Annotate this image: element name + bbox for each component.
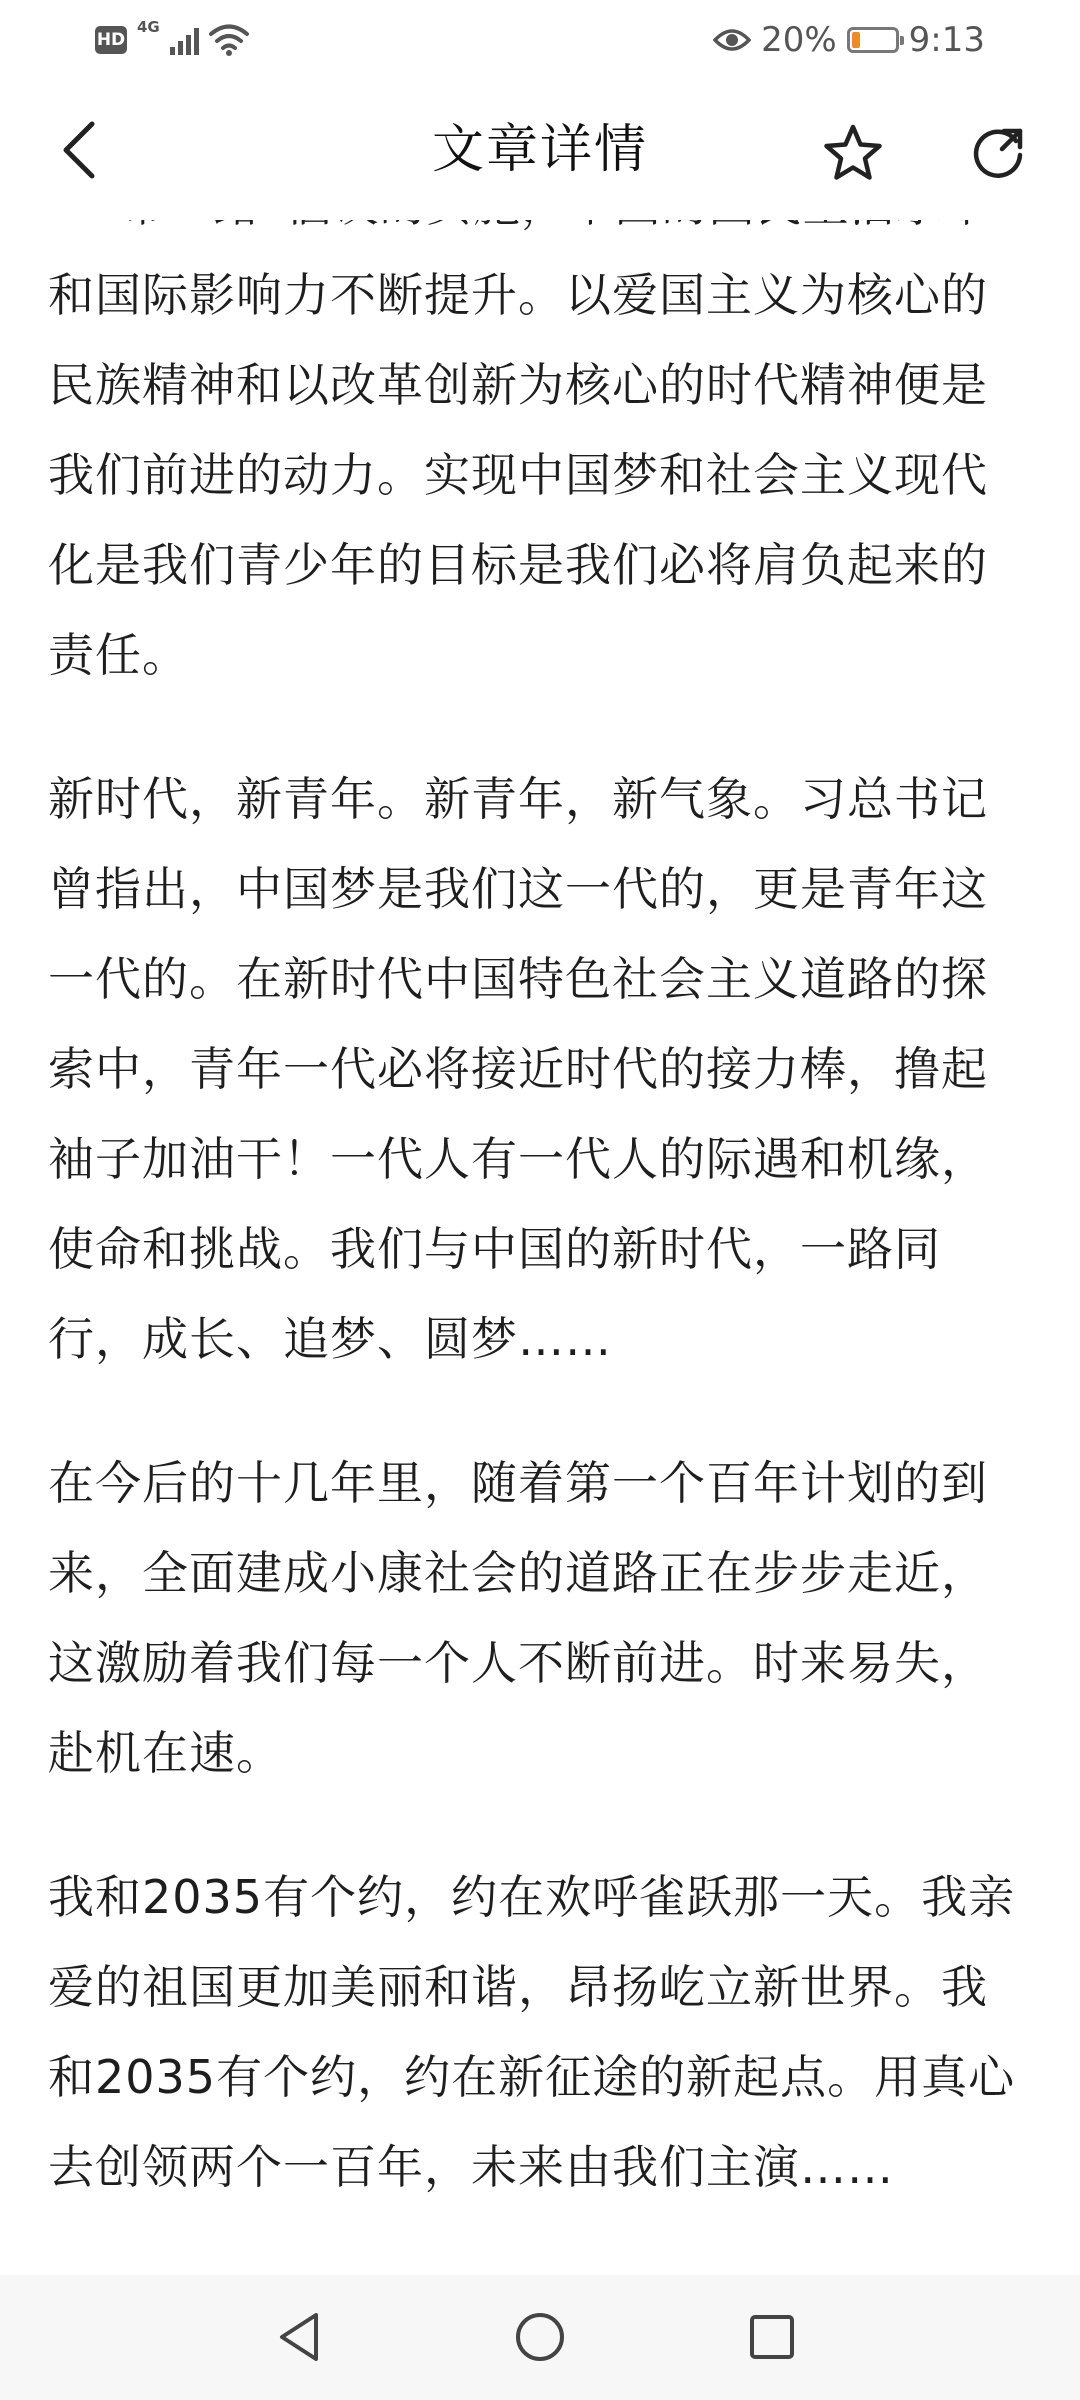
nav-home-button[interactable] <box>510 2307 570 2367</box>
eye-icon <box>713 26 751 54</box>
article-paragraph: 我和2035有个约，约在欢呼雀跃那一天。我亲爱的祖国更加美丽和谐，昂扬屹立新世界。我和2035有个约，约在新征途的新起点。用真心去创领两个一百年，未来由我们主演…… <box>48 1870 1016 2194</box>
battery-icon <box>847 27 899 53</box>
article-paragraph: 新时代，新青年。新青年，新气象。习总书记曾指出，中国梦是我们这一代的，更是青年这一代的。在新时代中国特色社会主义道路的探索中，青年一代必将接近时代的接力棒，撸起袖子加油干！一代人有一代人的际遇和机缘，使命和挑战。我们与中国的新时代，一路同行，成长、追梦、圆梦…… <box>48 772 988 1366</box>
favorite-button[interactable] <box>810 110 896 196</box>
star-icon <box>822 123 884 183</box>
status-left <box>95 18 249 62</box>
battery-percent: 20% <box>761 20 837 60</box>
home-icon <box>510 2307 570 2367</box>
nav-back-button[interactable] <box>270 2307 330 2367</box>
nav-recent-button[interactable] <box>742 2307 802 2367</box>
network-type: 4G <box>137 18 160 36</box>
refresh-button[interactable] <box>955 110 1041 196</box>
signal-icon <box>170 25 199 55</box>
status-right <box>713 16 985 64</box>
article-body[interactable] <box>0 195 1080 2275</box>
wifi-icon <box>209 23 249 57</box>
status-bar <box>0 0 1080 80</box>
hd-icon: HD <box>95 26 127 54</box>
article-paragraph: 在今后的十几年里，随着第一个百年计划的到来，全面建成小康社会的道路正在步步走近，这激励着我们每一个人不断前进。时来易失，赴机在速。 <box>48 1456 988 1780</box>
system-nav-bar <box>0 2275 1080 2400</box>
title-bar <box>0 80 1080 220</box>
page-title: 文章详情 <box>431 120 648 180</box>
nav-back-icon <box>270 2307 330 2367</box>
clock: 9:13 <box>908 20 985 60</box>
article-paragraph: 和国际影响力不断提升。以爱国主义为核心的民族精神和以改革创新为核心的时代精神便是我们前进的动力。实现中国梦和社会主义现代化是我们青少年的目标是我们必将肩负起来的责任。 <box>48 268 988 682</box>
refresh-icon <box>968 123 1028 183</box>
recent-apps-icon <box>742 2307 802 2367</box>
